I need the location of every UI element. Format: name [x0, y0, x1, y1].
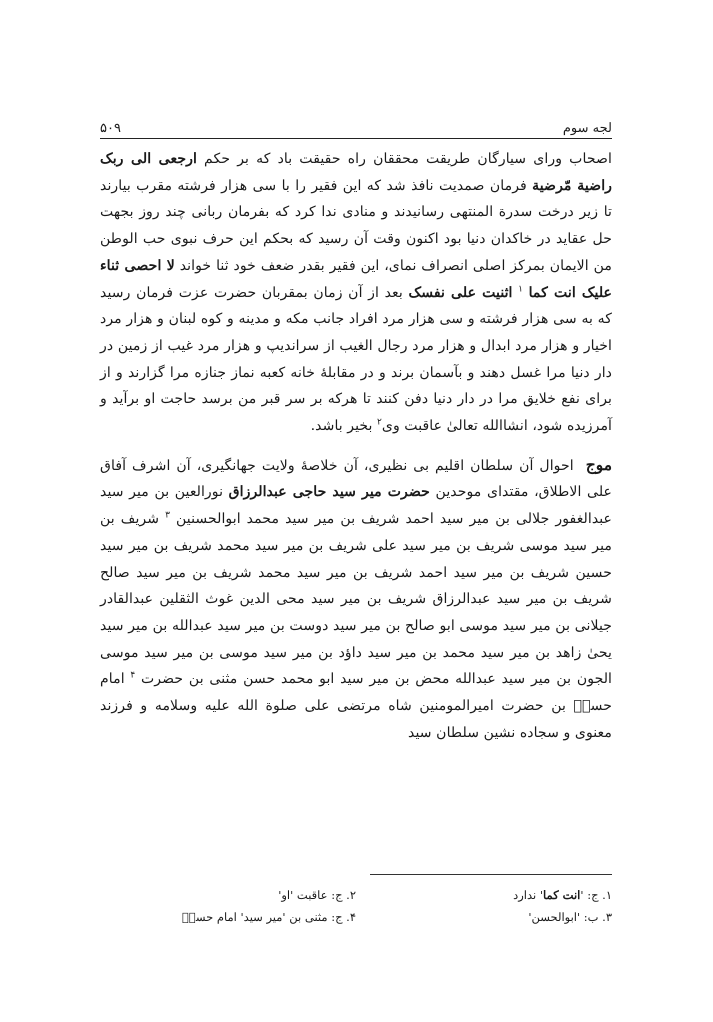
- header-rule: [100, 138, 612, 139]
- footnote-2-text: ۲. ج: عاقبت 'او': [278, 888, 356, 902]
- footnote-3: [356, 906, 612, 928]
- para2-name-heading: حضرت میر سید حاجی عبدالرزاق: [228, 484, 430, 501]
- footnote-marker-1: ۱: [518, 283, 523, 294]
- para2-text-2: نورالعین بن میر سید عبدالغفور جلالی بن میر سید احمد شریف بن میر سید محمد ابوالحسنین: [100, 484, 613, 528]
- main-text: [100, 146, 612, 746]
- footnote-3-text: ۳. ب: 'ابوالحسن': [528, 910, 612, 924]
- para1-quran-quote: ارجعی الی ربک راضیة مّرضیة: [100, 151, 613, 194]
- footnote-4: [100, 906, 356, 928]
- footnote-1-bold: انت کما: [543, 888, 581, 902]
- para2-text-1: احوال آن سلطان اقلیم بی نظیری، آن خلاصهٔ ولایت جهانگیری، آن اشرف آفاق علی الاطلاق، مقتدای موحدین: [100, 457, 612, 501]
- running-title: لجه سوم: [562, 121, 612, 136]
- footnote-row: [100, 884, 612, 906]
- para1-text-4: بخیر باشد.: [310, 418, 373, 435]
- para1-text-2: فرمان صمدیت نافذ شد که این فقیر را با سی هزار فرشته مقرب بیارند تا زیر درخت سدرة المنتهی رسانیدند و منادی ندا کرد که بفرمان ربانی چند روز بجهت حل عقاید در خاکدان دنیا بود اکنون وقت آن رسید که بحکم این حرف نبوی حب الوطن من الایمان بمرکز اصلی انصراف نمای، این فقیر بقدر ضعف خود ثنا خواند: [100, 177, 612, 274]
- footnote-rule: [370, 874, 612, 875]
- page-header: [100, 112, 612, 136]
- para2-text-3: شریف بن میر سید موسی شریف بن میر سید علی شریف بن میر سید محمد شریف بن میر سید حسین شریف بن میر سید احمد شریف بن میر سید محمد شریف بن میر سید صالح شریف بن میر سید عبدالرزاق شریف بن میر سید محی الدین غوث الثقلین عبدالقادر جیلانی بن میر سید موسی ابو صالح بن میر سید دوست بن میر سید عبدالله بن میر سید یحیٰ زاهد بن میر سید محمد بن میر سید داؤد بن میر سید موسی بن میر سید موسی الجون بن میر سید عبدالله محض بن میر سید ابو محمد حسن مثنی بن حضرت: [100, 511, 612, 688]
- footnote-4-text: ۴. ج: مثنی بن 'میر سید' امام حسنؓ: [182, 910, 356, 924]
- para1-hadith-quote-2: اثنیت علی نفسک: [408, 284, 513, 301]
- para1-text-3: بعد از آن زمان بمقربان حضرت عزت فرمان رسید که به سی هزار فرشته و سی هزار مرد افراد جانب مکه و مدینه و کوه لبنان و هزار مرد اخیار و هزار مرد ابدال و هزار مرد رجال الغیب از سراندیپ و هزار مرد غیب از زمین در دار دنیا مرا غسل دهند و بآسمان برند و در مقابلهٔ خانه کعبه نماز جنازه مرا گزارند و از برای نفع خلایق مرا در دار دنیا دفن کنند تا هرکه بر سر قبر من برسد حاجت او برآید و آمرزیده شود، انشاالله تعالیٰ عاقبت وی: [100, 284, 612, 435]
- paragraph-2: [100, 452, 612, 747]
- footnote-row: [100, 906, 612, 928]
- footnote-1-text: ۱. ج: ': [580, 888, 612, 902]
- paragraph-1: [100, 146, 612, 440]
- page-number: ۵۰۹: [100, 121, 121, 136]
- para1-text-1: اصحاب ورای سیارگان طریقت محققان راه حقیقت باد که بر حکم: [204, 151, 612, 167]
- footnote-marker-3: ۳: [165, 510, 170, 521]
- footnote-marker-2: ۲: [377, 417, 382, 428]
- footnote-marker-4: ۴: [130, 670, 136, 681]
- section-lead-word: موج: [585, 454, 613, 474]
- footnote-1-tail: ' ندارد: [513, 888, 544, 902]
- footnote-1: [356, 884, 612, 906]
- para1-hadith-quote-1: لا احصی ثناء علیک انت کما: [100, 257, 612, 301]
- para2-text-4: امام حسنؓ بن حضرت امیرالمومنین شاه مرتضی علی صلوة الله علیه وسلامه و فرزند معنوی و سجاده نشین سلطان سید: [100, 671, 612, 741]
- footnotes: [100, 884, 612, 928]
- footnote-2: [100, 884, 356, 906]
